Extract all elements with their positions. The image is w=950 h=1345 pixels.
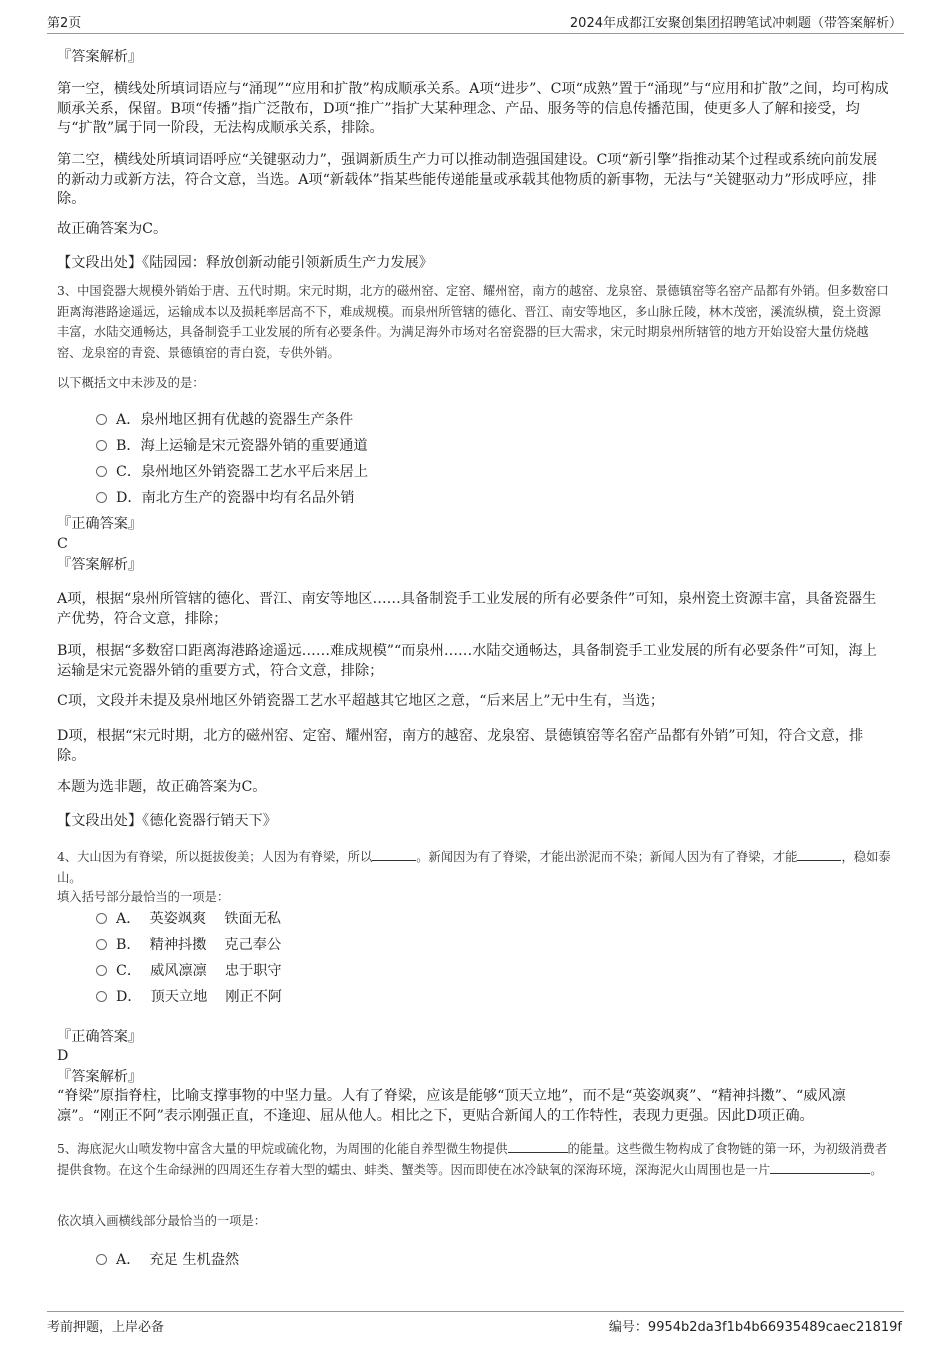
q3-answer: C <box>57 536 68 552</box>
q5-option-a[interactable]: A． 充足 生机盎然 <box>96 1250 239 1270</box>
header-divider <box>47 33 904 34</box>
q4-option-a[interactable]: A． 英姿飒爽 铁面无私 <box>96 909 281 929</box>
footer-slogan: 考前押题，上岸必备 <box>47 1320 165 1335</box>
q5-prompt: 依次填入画横线部分最恰当的一项是： <box>57 1214 267 1228</box>
q4-passage: 4、大山因为有脊梁，所以挺拔俊美；人因为有脊梁，所以 。新闻因为有了脊梁，才能出淤泥而不染；新闻人因为有了脊梁，才能 ，稳如泰山。 <box>57 850 891 885</box>
radio-icon[interactable] <box>96 414 107 425</box>
q3-option-b[interactable]: B．海上运输是宋元瓷器外销的重要通道 <box>96 436 368 456</box>
document-title: 2024年成都江安聚创集团招聘笔试冲刺题（带答案解析） <box>569 16 902 31</box>
blank-line <box>372 848 416 861</box>
footer-divider <box>47 1311 904 1312</box>
blank-line <box>797 848 841 861</box>
q2-source: 【文段出处】《陆园园：释放创新动能引领新质生产力发展》 <box>57 255 433 271</box>
blank-line <box>508 1140 568 1153</box>
radio-icon[interactable] <box>96 1254 107 1265</box>
q2-analysis-label: 『答案解析』 <box>57 49 143 65</box>
radio-icon[interactable] <box>96 965 107 976</box>
q2-analysis-para2: 第二空，横线处所填词语呼应“关键驱动力”，强调新质生产力可以推动制造强国建设。C项“新引擎”指推动某个过程或系统向前发展的新动力或新方法，符合文意，当选。A项“新载体”指某些能传递能量或承载其他物质的新事物，无法与“关键驱动力”形成呼应，排除。 <box>57 152 878 207</box>
q5-passage: 5、海底泥火山喷发物中富含大量的甲烷或硫化物，为周围的化能自养型微生物提供 的能量。这些微生物构成了食物链的第一环，为初级消费者提供食物。在这个生命绿洲的四周还生存着大型的蠕虫、蚌类、蟹类等。因而即使在冰冷缺氧的深海环境，深海泥火山周围也是一片 。 <box>57 1142 888 1177</box>
q4-option-c[interactable]: C． 威风凛凛 忠于职守 <box>96 961 282 981</box>
q3-prompt: 以下概括文中未涉及的是： <box>57 376 205 390</box>
q4-prompt: 填入括号部分最恰当的一项是： <box>57 890 230 904</box>
q4-answer: D <box>57 1048 69 1064</box>
q3-analysis-label: 『答案解析』 <box>57 557 143 573</box>
radio-icon[interactable] <box>96 939 107 950</box>
q4-answer-label: 『正确答案』 <box>57 1029 143 1045</box>
q4-analysis: “脊梁”原指脊柱，比喻支撑事物的中坚力量。人有了脊梁，应该是能够“顶天立地”，而不是“英姿飒爽”、“精神抖擞”、“威风凛凛”。“刚正不阿”表示刚强正直，不逢迎、屈从他人。相比之下，更贴合新闻人的工作特性，表现力更强。因此D项正确。 <box>57 1088 846 1124</box>
q3-analysis-a: A项，根据“泉州所管辖的德化、晋江、南安等地区……具备制瓷手工业发展的所有必要条件”可知，泉州瓷土资源丰富，具备瓷器生产优势，符合文意，排除； <box>57 591 877 627</box>
radio-icon[interactable] <box>96 440 107 451</box>
q2-analysis-para1: 第一空，横线处所填词语应与“涌现”“应用和扩散”构成顺承关系。A项“进步”、C项“成熟”置于“涌现”与“应用和扩散”之间，均可构成顺承关系，保留。B项“传播”指广泛散布，D项“推广”指扩大某种理念、产品、服务等的信息传播范围，使更多人了解和接受，均与“扩散”属于同一阶段，无法构成顺承关系，排除。 <box>57 81 889 136</box>
q3-option-c[interactable]: C．泉州地区外销瓷器工艺水平后来居上 <box>96 462 368 482</box>
q3-option-a[interactable]: A．泉州地区拥有优越的瓷器生产条件 <box>96 410 353 430</box>
q4-option-b[interactable]: B． 精神抖擞 克己奉公 <box>96 935 281 955</box>
page-header <box>0 0 950 36</box>
q3-conclusion: 本题为选非题，故正确答案为C。 <box>57 779 267 795</box>
q3-source: 【文段出处】《德化瓷器行销天下》 <box>57 813 277 829</box>
q4-analysis-label: 『答案解析』 <box>57 1069 143 1085</box>
footer-code: 编号：9954b2da3f1b4b66935489caec21819f <box>608 1320 902 1335</box>
radio-icon[interactable] <box>96 466 107 477</box>
q3-answer-label: 『正确答案』 <box>57 516 143 532</box>
q3-analysis-c: C项，文段并未提及泉州地区外销瓷器工艺水平超越其它地区之意，“后来居上”无中生有，当选； <box>57 693 665 709</box>
q3-option-d[interactable]: D．南北方生产的瓷器中均有名品外销 <box>96 488 354 508</box>
q2-conclusion: 故正确答案为C。 <box>57 221 168 237</box>
q4-option-d[interactable]: D． 顶天立地 刚正不阿 <box>96 987 282 1007</box>
radio-icon[interactable] <box>96 991 107 1002</box>
radio-icon[interactable] <box>96 492 107 503</box>
page-number: 第2页 <box>47 16 82 31</box>
q3-passage: 3、中国瓷器大规模外销始于唐、五代时期。宋元时期，北方的磁州窑、定窑、耀州窑，南方的越窑、龙泉窑、景德镇窑等名窑产品都有外销。但多数窑口距离海港路途遥远，运输成本以及损耗率居高不下，难成规模。而泉州所管辖的德化、晋江、南安等地区，多山脉丘陵，林木茂密，溪流纵横，瓷土资源丰富，水陆交通畅达，具备制瓷手工业发展的所有必要条件。为满足海外市场对名窑瓷器的巨大需求，宋元时期泉州所辖管的地方开始设窑大量仿烧越窑、龙泉窑的青瓷、景德镇窑的青白瓷，专供外销。 <box>57 284 889 360</box>
q3-analysis-b: B项，根据“多数窑口距离海港路途遥远……难成规模”“而泉州……水陆交通畅达，具备制瓷手工业发展的所有必要条件”可知，海上运输是宋元瓷器外销的重要方式，符合文意，排除； <box>57 643 877 679</box>
blank-line <box>770 1161 870 1174</box>
radio-icon[interactable] <box>96 913 107 924</box>
q3-analysis-d: D项，根据“宋元时期，北方的磁州窑、定窑、耀州窑，南方的越窑、龙泉窑、景德镇窑等名窑产品都有外销”可知，符合文意，排除。 <box>57 728 864 764</box>
